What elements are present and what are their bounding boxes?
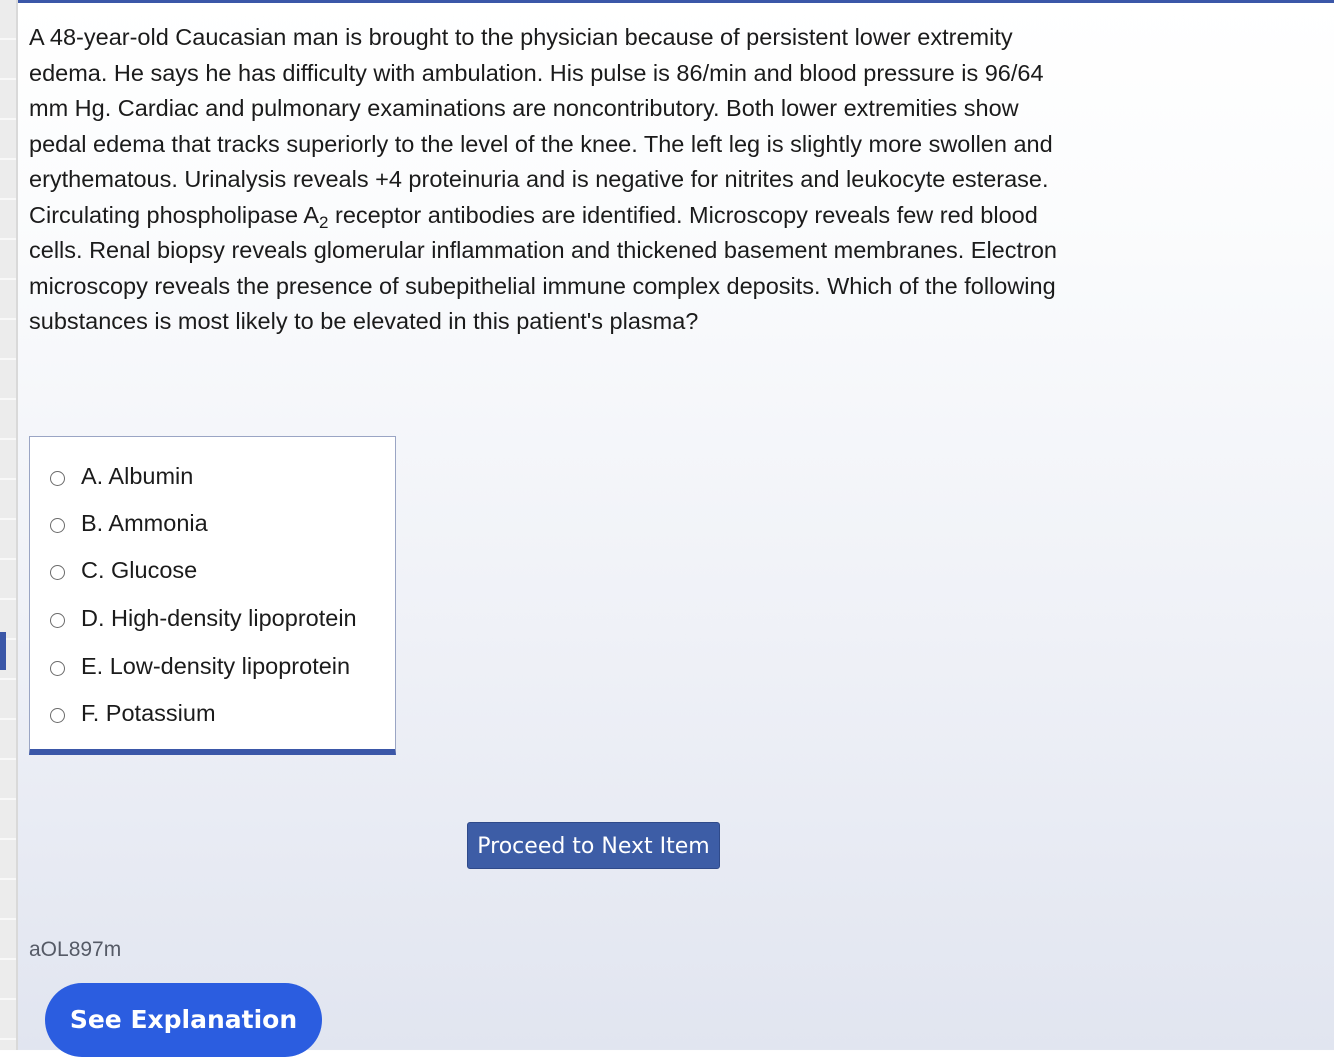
question-stem-part-1: A 48-year-old Caucasian man is brought to the physician because of persistent lower extremity edema. He says he has difficulty with ambulation. His pulse is 86/min and blood pressure is 96/64 mm Hg. Cardiac and pulmonary examinations are noncontributory. Both lower extremities show pedal edema that tracks superiorly to the level of the knee. The left leg is slightly more swollen and erythematous. Urinalysis reveals +4 proteinuria and is negative for nitrites and leukocyte esterase. Circulating phospholipase A bbox=[29, 24, 1053, 228]
answer-choice-label: E. Low-density lipoprotein bbox=[81, 652, 351, 679]
answer-choice-d[interactable] bbox=[50, 598, 357, 638]
proceed-to-next-item-button[interactable]: Proceed to Next Item bbox=[467, 822, 720, 869]
question-id: aOL897m bbox=[29, 938, 122, 961]
answer-choice-label: D. High-density lipoprotein bbox=[81, 604, 357, 631]
answer-choice-e[interactable] bbox=[50, 646, 350, 686]
question-stem-part-2: receptor antibodies are identified. Microscopy reveals few red blood cells. Renal biopsy reveals glomerular inflammation and thickened basement membranes. Electron microscopy reveals the presence of subepithelial immune complex deposits. Which of the following substances is most likely to be elevated in this patient's plasma? bbox=[29, 201, 1057, 334]
radio-button-a[interactable] bbox=[50, 471, 65, 486]
question-stem bbox=[29, 20, 1069, 340]
answer-choice-label: F. Potassium bbox=[81, 699, 216, 726]
answer-choice-label: C. Glucose bbox=[81, 556, 198, 583]
answer-choice-f[interactable] bbox=[50, 693, 216, 733]
radio-button-b[interactable] bbox=[50, 518, 65, 533]
current-item-marker bbox=[0, 632, 6, 670]
see-explanation-button[interactable]: See Explanation bbox=[45, 983, 322, 1057]
radio-button-c[interactable] bbox=[50, 565, 65, 580]
left-navigation-rail[interactable] bbox=[0, 0, 18, 1050]
question-stem-subscript: 2 bbox=[319, 212, 329, 232]
answer-choice-label: B. Ammonia bbox=[81, 509, 208, 536]
radio-button-e[interactable] bbox=[50, 661, 65, 676]
answer-choice-a[interactable] bbox=[50, 456, 193, 496]
answer-choices-box bbox=[29, 436, 396, 755]
answer-choice-b[interactable] bbox=[50, 503, 208, 543]
answer-choice-c[interactable] bbox=[50, 550, 197, 590]
answer-choice-label: A. Albumin bbox=[81, 462, 194, 489]
radio-button-d[interactable] bbox=[50, 613, 65, 628]
top-accent-rule bbox=[0, 0, 1334, 3]
radio-button-f[interactable] bbox=[50, 708, 65, 723]
